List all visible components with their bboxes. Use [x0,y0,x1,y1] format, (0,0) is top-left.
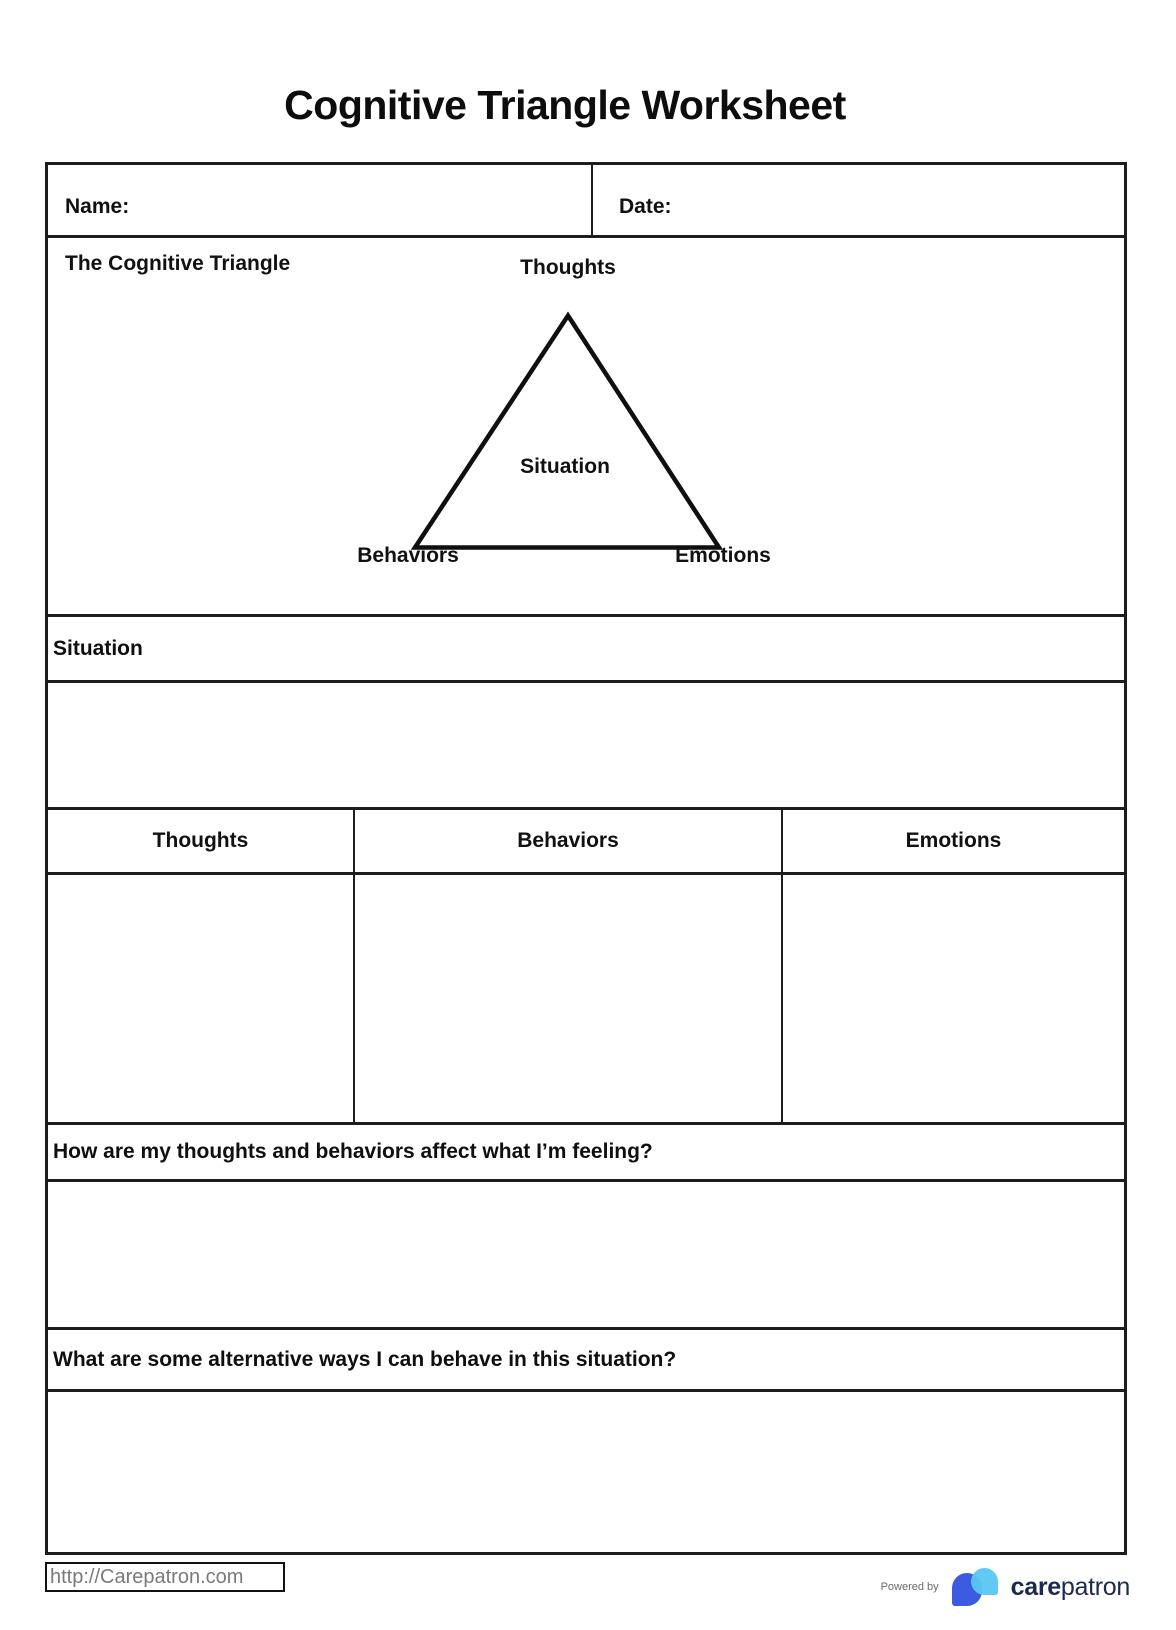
emotions-input-cell[interactable] [783,875,1124,1122]
alternatives-question-row [48,1330,1124,1392]
carepatron-url-text: http://Carepatron.com [50,1565,244,1588]
page-title: Cognitive Triangle Worksheet [284,82,846,128]
column-header-behaviors [355,810,783,872]
powered-by-label: Powered by [880,1581,939,1593]
columns-input-row [48,875,1124,1125]
alternatives-input-area[interactable] [48,1392,1124,1552]
cognitive-triangle-section [48,238,1124,617]
name-label: Name: [65,195,130,218]
carepatron-url-link[interactable] [45,1562,285,1592]
powered-by-block [881,1565,1130,1609]
situation-heading-row [48,617,1124,683]
triangle-label-behaviors: Behaviors [357,544,459,567]
triangle-section-heading: The Cognitive Triangle [65,252,291,275]
triangle-shape [48,238,1124,614]
triangle-label-situation: Situation [520,455,610,478]
triangle-label-emotions: Emotions [675,544,771,567]
carepatron-logo-icon [952,1568,998,1606]
thoughts-header-label: Thoughts [152,829,249,852]
feelings-input-area[interactable] [48,1182,1124,1330]
situation-input-area[interactable] [48,683,1124,810]
behaviors-input-cell[interactable] [355,875,783,1122]
triangle-label-thoughts: Thoughts [520,256,616,279]
feelings-question-heading: How are my thoughts and behaviors affect what I’m feeling? [53,1140,653,1163]
thoughts-input-cell[interactable] [48,875,355,1122]
logo-bubble-light [971,1568,998,1595]
brand-patron: patron [1060,1572,1130,1601]
behaviors-header-label: Behaviors [517,829,619,852]
situation-heading: Situation [53,636,143,660]
name-date-row [48,165,1124,238]
column-header-emotions [783,810,1124,872]
feelings-question-row [48,1125,1124,1182]
name-field[interactable] [48,165,593,235]
brand-care: care [1010,1572,1061,1601]
worksheet-table [45,162,1127,1555]
emotions-header-label: Emotions [905,829,1002,852]
column-header-thoughts [48,810,355,872]
date-label: Date: [619,195,672,218]
date-field[interactable] [593,165,1124,235]
alternatives-question-heading: What are some alternative ways I can behave in this situation? [53,1347,677,1371]
columns-header-row [48,810,1124,875]
carepatron-brand-text [1011,1573,1130,1602]
